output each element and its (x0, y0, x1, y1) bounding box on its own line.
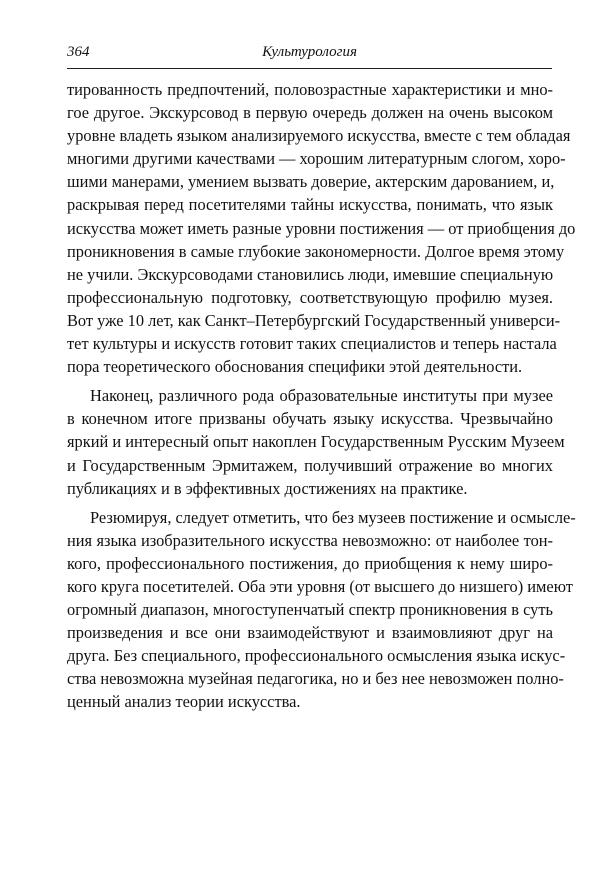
text-line: шими манерами, умением вызвать доверие, актерским дарованием, и, (67, 172, 555, 192)
text-line: тированность предпочтений, половозрастные характеристики и мно- (67, 80, 553, 99)
body-text (67, 78, 576, 714)
page-number: 364 (67, 44, 90, 60)
running-title: Культурология (262, 44, 357, 60)
text-line: пора теоретического обоснования специфики этой деятельности. (67, 357, 523, 377)
text-line: публикациях и в эффективных достижениях на практике. (67, 478, 468, 498)
text-line: профессиональную подготовку, соответствующую профилю музея. (67, 287, 553, 307)
text-line: огромный диапазон, многоступенчатый спектр проникновения в суть (67, 600, 553, 620)
paragraph-3 (67, 506, 576, 714)
text-line: ния языка изобразительного искусства невозможно: от наиболее тон- (67, 530, 553, 550)
text-line: друга. Без специального, профессионального осмысления языка искус- (67, 646, 566, 666)
text-line: Резюмируя, следует отметить, что без музеев постижение и осмысле- (90, 507, 576, 527)
text-line: гое другое. Экскурсовод в первую очередь должен на очень высоком (67, 103, 553, 123)
text-line: не учили. Экскурсоводами становились люди, имевшие специальную (67, 264, 554, 284)
text-line: ценный анализ теории искусства. (67, 692, 301, 712)
text-line: многими другими качествами — хорошим литературным слогом, хоро- (67, 149, 566, 169)
paragraph-1 (67, 78, 576, 378)
text-line: кого круга посетителей. Оба эти уровня (от высшего до низшего) имеют (67, 576, 573, 596)
text-line: тет культуры и искусств готовит таких специалистов и теперь настала (67, 334, 557, 354)
text-line: яркий и интересный опыт накоплен Государственным Русским Музеем (67, 432, 565, 452)
text-line: искусства может иметь разные уровни постижения — от приобщения до (67, 218, 576, 238)
text-line: и Государственным Эрмитажем, получивший отражение во многих (67, 455, 553, 475)
text-line: Наконец, различного рода образовательные институты при музее (90, 386, 553, 406)
paragraph-2 (67, 384, 565, 499)
text-line: раскрывая перед посетителями тайны искусства, понимать, что язык (67, 195, 553, 215)
header-rule (67, 68, 552, 69)
text-line: ства невозможна музейная педагогика, но и без нее невозможен полно- (67, 669, 564, 689)
running-head (67, 44, 552, 66)
text-line: проникновения в самые глубокие закономерности. Долгое время этому (67, 241, 565, 261)
text-line: кого, профессионального постижения, до приобщения к нему широ- (67, 553, 553, 573)
text-line: уровне владеть языком анализируемого искусства, вместе с тем обладая (67, 126, 571, 146)
text-line: произведения и все они взаимодействуют и взаимовлияют друг на (67, 623, 553, 643)
text-line: Вот уже 10 лет, как Санкт–Петербургский Государственный универси- (67, 310, 561, 330)
text-line: в конечном итоге призваны обучать языку искусства. Чрезвычайно (67, 409, 553, 429)
